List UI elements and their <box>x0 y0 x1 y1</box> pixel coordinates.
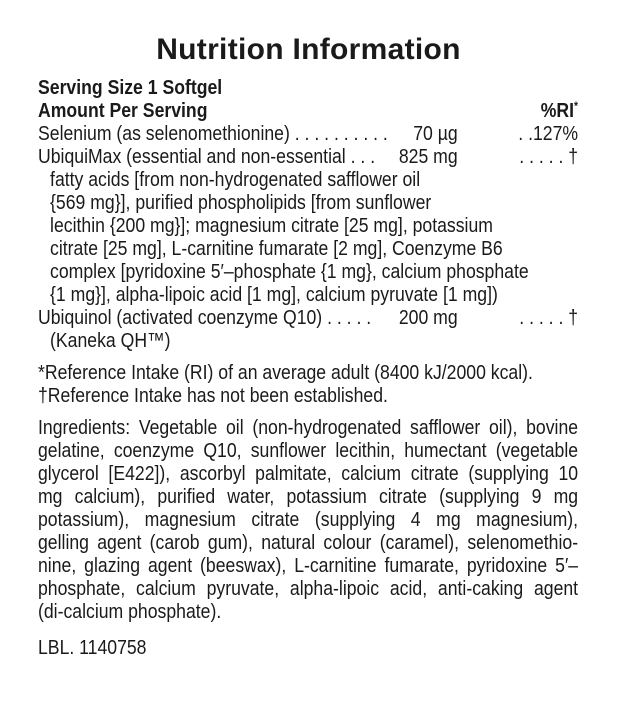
ingredients-line: gelling agent (carob gum), natural colour (caramel), selenomethio- <box>38 531 579 554</box>
nutrient-detail: {1 mg}], alpha-lipoic acid [1 mg], calcium pyruvate [1 mg]) <box>50 283 498 306</box>
nutrient-detail: (Kaneka QH™) <box>50 329 171 352</box>
nutrient-amount: 825 mg <box>398 145 458 168</box>
nutrient-detail: {569 mg}], purified phospholipids [from sunflower <box>50 191 432 214</box>
nutrient-ri: . . . . . † <box>519 145 579 168</box>
ingredients-line: Ingredients: Vegetable oil (non-hydrogenated safflower oil), bovine <box>38 416 579 439</box>
label-title: Nutrition Information <box>156 33 461 66</box>
ingredients-line: (di-calcium phosphate). <box>38 600 222 623</box>
nutrient-detail: complex [pyridoxine 5′–phosphate {1 mg}, calcium phosphate <box>50 260 529 283</box>
nutrient-detail: citrate [25 mg], L-carnitine fumarate [2 mg], Coenzyme B6 <box>50 237 503 260</box>
label-code: LBL. 1140758 <box>38 636 147 659</box>
nutrient-amount: 200 mg <box>398 306 458 329</box>
nutrient-name: Selenium (as selenomethionine) . . . . . . . . . . <box>38 122 388 145</box>
ingredients-line: nine, glazing agent (beeswax), L-carnitine fumarate, pyridoxine 5′– <box>38 554 579 577</box>
ri-header: %RI* <box>540 99 579 122</box>
nutrition-panel <box>38 76 578 659</box>
nutrient-amount: 70 µg <box>413 122 458 145</box>
ingredients-line: glycerol [E422]), ascorbyl palmitate, calcium citrate (supplying 10 <box>38 462 579 485</box>
nutrient-detail: fatty acids [from non-hydrogenated safflower oil <box>50 168 421 191</box>
footnote-ri: *Reference Intake (RI) of an average adult (8400 kJ/2000 kcal). <box>38 361 533 384</box>
nutrient-name: Ubiquinol (activated coenzyme Q10) . . . . . <box>38 306 372 329</box>
serving-size: Serving Size 1 Softgel <box>38 76 223 99</box>
ingredients-line: potassium), magnesium citrate (supplying 4 mg magnesium), <box>38 508 579 531</box>
nutrient-detail: lecithin {200 mg}]; magnesium citrate [25 mg], potassium <box>50 214 493 237</box>
ingredients-line: gelatine, coenzyme Q10, sunflower lecithin, humectant (vegetable <box>38 439 579 462</box>
nutrient-name: UbiquiMax (essential and non-essential . . . <box>38 145 376 168</box>
nutrient-row-selenium <box>38 122 578 145</box>
nutrient-row-ubiquinol <box>38 306 578 329</box>
nutrient-row-ubiquimax <box>38 145 578 168</box>
ingredients-line: phosphate, calcium pyruvate, alpha-lipoic acid, anti-caking agent <box>38 577 579 600</box>
footnote-not-established: †Reference Intake has not been established. <box>38 384 388 407</box>
ingredients-line: mg calcium), purified water, potassium citrate (supplying 9 mg <box>38 485 579 508</box>
ingredients <box>38 416 578 623</box>
amount-per-serving: Amount Per Serving <box>38 99 208 122</box>
amount-header <box>38 99 578 122</box>
nutrient-ri: . . . . . † <box>519 306 579 329</box>
nutrient-ri: . .127% <box>518 122 579 145</box>
